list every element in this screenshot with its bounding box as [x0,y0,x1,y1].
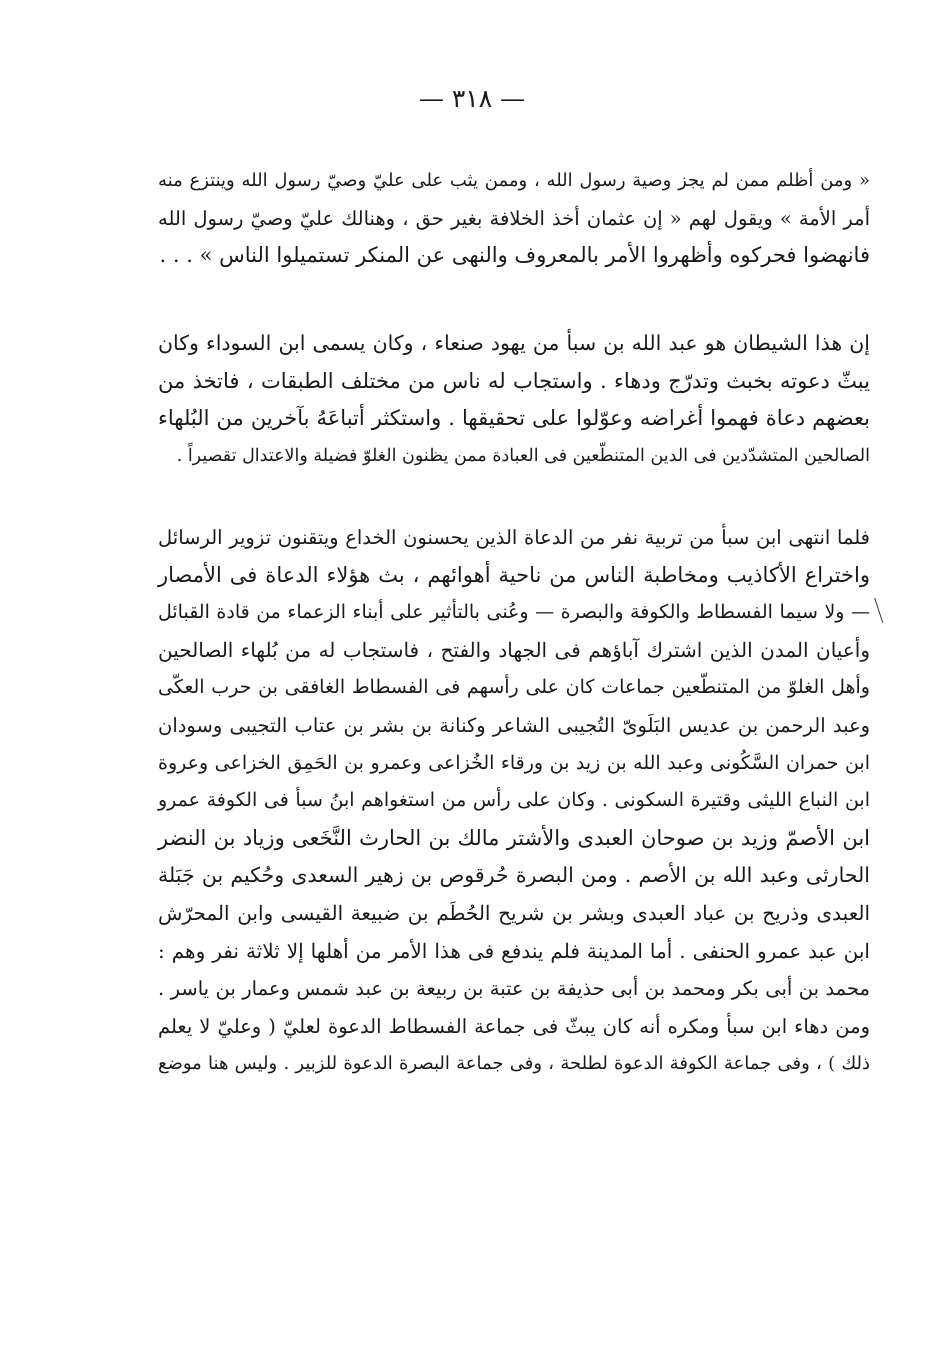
text-line: فانهضوا فحركوه وأظهروا الأمر بالمعروف والنهى عن المنكر تستميلوا الناس » . . . [159,243,870,268]
text-line: العبدى وذريح بن عباد العبدى وبشر بن شريح الحُطَم بن ضبيعة القيسى وابن المحرّش [158,900,871,925]
page-number: — ٣١٨ — [418,84,526,113]
text-line: ابن عبد عمرو الحنفى . أما المدينة فلم يندفع فى هذا الأمر من أهلها إلا ثلاثة نفر وهم : [158,938,870,963]
text-line: واختراع الأكاذيب ومخاطبة الناس من ناحية أهوائهم ، بث هؤلاء الدعاة فى الأمصار [158,562,870,587]
text-line: ابن النباع الليثى وقتيرة السكونى . وكان على رأس من استغواهم ابنُ سبأ فى الكوفة عمرو [158,789,870,812]
paragraph-quotation [158,162,870,275]
paragraph-ibn-saba-intro [158,325,870,475]
text-line: محمد بن أبى بكر ومحمد بن أبى حذيفة بن عتبة بن ربيعة بن عبد شمس وعمار بن ياسر . [158,977,870,1001]
text-line: وعبد الرحمن بن عديس البَلَوىّ التُجيبى الشاعر وكنانة بن بشر بن عتاب التجيبى وسودان [158,713,870,737]
text-line: ومن دهاء ابن سبأ ومكره أنه كان يبثّ فى جماعة الفسطاط الدعوة لعليّ ( وعليّ لا يعلم [158,1014,870,1038]
text-line: — ولا سيما الفسطاط والكوفة والبصرة — وعُنى بالتأثير على أبناء الزعماء من قادة القبائل [158,601,870,624]
text-line: فلما انتهى ابن سبأ من تربية نفر من الدعاة الذين يحسنون الخداع ويتقنون تزوير الرسائل [158,526,870,549]
text-line: ابن الأصمّ وزيد بن صوحان العبدى والأشتر مالك بن الحارث النَّخَعى وزياد بن النضر [158,825,870,850]
margin-pencil-mark [874,595,891,623]
text-line: الصالحين المتشدّدين فى الدين المتنطّعين فى العبادة ممن يظنون الغلوّ فضيلة والاعتدال تقصيراً . [176,445,870,466]
text-line: وأعيان المدن الذين اشترك آباؤهم فى الجهاد والفتح ، فاستجاب له من بُلهاء الصالحين [158,637,870,662]
text-line: إن هذا الشيطان هو عبد الله بن سبأ من يهود صنعاء ، وكان يسمى ابن السوداء وكان [158,331,870,355]
text-line: بعضهم دعاة فهموا أغراضه وعوّلوا على تحقيقها . واستكثر أتباعَهُ بآخرين من البُلهاء [158,406,870,431]
text-line: أمر الأمة » ويقول لهم « إن عثمان أخذ الخلافة بغير حق ، وهنالك عليّ وصيّ رسول الله [158,206,870,230]
text-line: وأهل الغلوّ من المتنطّعين جماعات كان على رأسهم فى الفسطاط الغافقى بن حرب العكّى [158,676,870,699]
text-line: ابن حمران السَّكُونى وعبد الله بن زيد بن ورقاء الخُزاعى وعمرو بن الحَمِق الخزاعى وعروة [158,751,870,774]
text-line: ذلك ) ، وفى جماعة الكوفة الدعوة لطلحة ، وفى جماعة البصرة الدعوة للزبير . وليس هنا موضع [158,1053,870,1075]
paragraph-propagandists [158,519,870,1083]
text-line: الحارثى وعبد الله بن الأصم . ومن البصرة حُرقوص بن زهير السعدى وحُكيم بن جَبَلة [158,863,870,888]
text-line: « ومن أظلم ممن لم يجز وصية رسول الله ، وممن يثب على عليّ وصيّ رسول الله وينتزع منه [158,170,870,191]
text-line: يبثّ دعوته بخبث وتدرّج ودهاء . واستجاب له ناس من مختلف الطبقات ، فاتخذ من [158,368,870,393]
